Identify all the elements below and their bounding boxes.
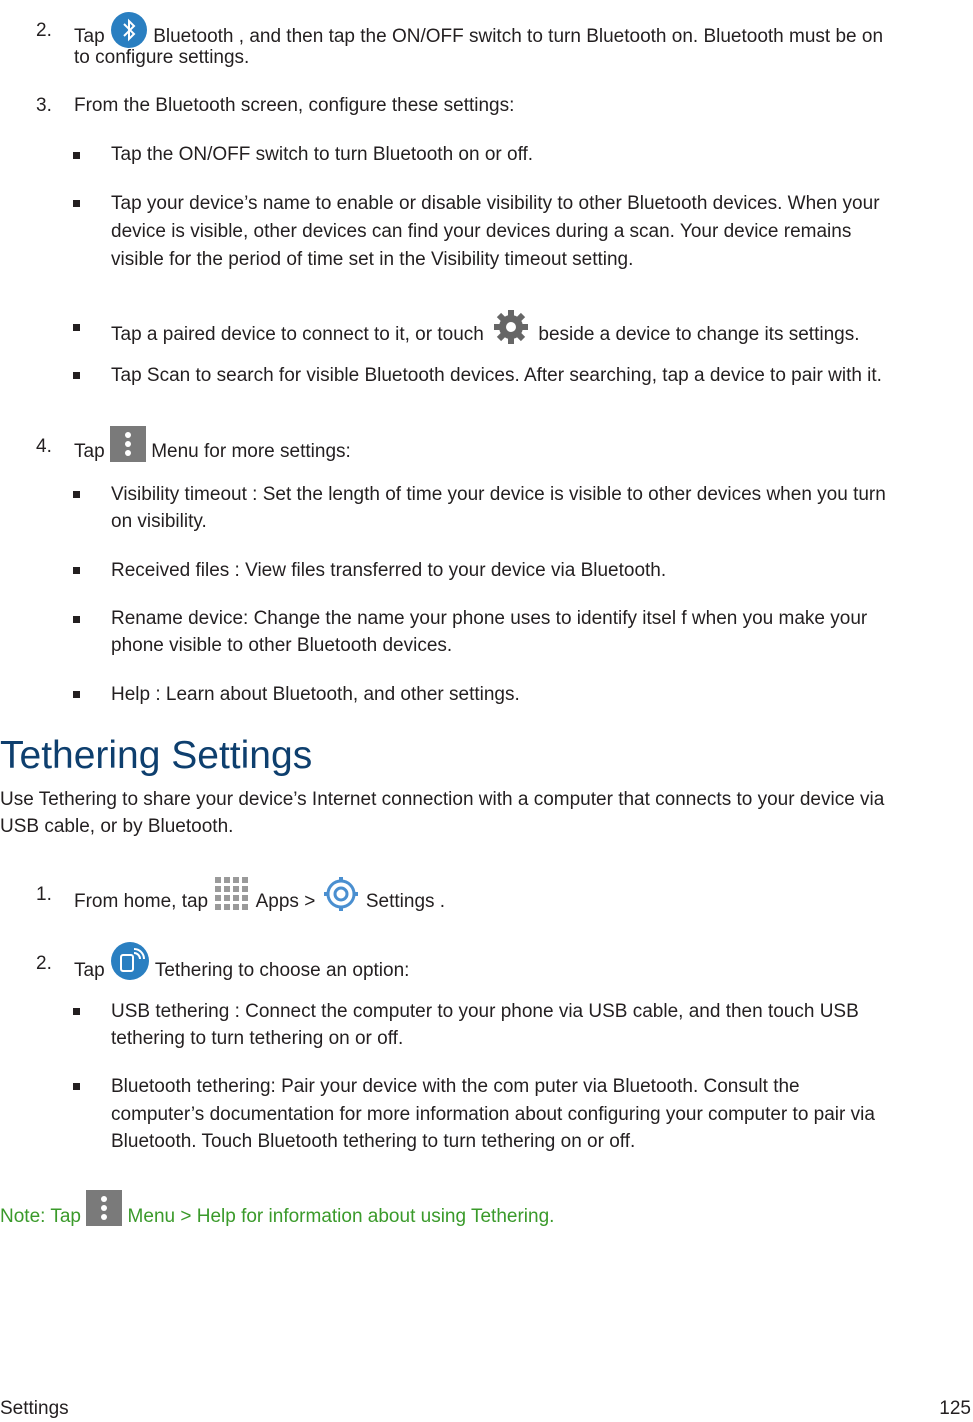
bullet-text: tethering to turn tethering on or off. [111, 1028, 404, 1049]
bullet-marker [73, 372, 80, 379]
section-title: Tethering Settings [0, 734, 313, 777]
apps-grid-icon [213, 875, 251, 913]
menu-icon [110, 426, 146, 462]
apps-label: Apps > [255, 891, 316, 913]
bullet-text: Received files : View files transferred to your device via Bluetooth. [111, 560, 667, 581]
step-text: Bluetooth , and then tap the ON/OFF switch to turn Bluetooth on. Bluetooth must be on [153, 26, 884, 48]
intro-text: USB cable, or by Bluetooth. [0, 816, 234, 837]
teth-step-1-line [74, 882, 445, 922]
bullet-text: Rename device: Change the name your phone uses to identify itsel f when you make your [111, 608, 868, 629]
step-number: 2. [36, 953, 52, 974]
step-2-line-2: to configure settings. [74, 47, 250, 68]
step-text: Menu for more settings: [151, 441, 351, 463]
bullet-text: Help : Learn about Bluetooth, and other settings. [111, 684, 520, 705]
bullet-text: USB tethering : Connect the computer to your phone via USB cable, and then touch USB [111, 1001, 859, 1022]
bullet-marker [73, 491, 80, 498]
bullet-text: Tap the ON/OFF switch to turn Bluetooth on or off. [111, 144, 534, 165]
step-number: 3. [36, 95, 52, 116]
note-text: Note: Tap [0, 1206, 81, 1228]
bullet-text: phone visible to other Bluetooth devices. [111, 635, 453, 656]
bullet-text: Bluetooth tethering: Pair your device with the com puter via Bluetooth. Consult the [111, 1076, 800, 1097]
bullet-text: beside a device to change its settings. [538, 324, 860, 346]
note-text: Menu > Help for information about using Tethering. [127, 1206, 555, 1228]
gear-icon [489, 307, 533, 347]
bullet-text: on visibility. [111, 511, 207, 532]
step-text: Tap [74, 441, 105, 463]
settings-gear-icon [321, 874, 361, 914]
note-line [0, 1199, 554, 1235]
bullet-marker [73, 616, 80, 623]
teth-step-2-line [74, 951, 409, 991]
step-text: Tap [74, 960, 105, 982]
bullet-text: visible for the period of time set in the Visibility timeout setting. [111, 249, 634, 270]
step-number: 1. [36, 884, 52, 905]
bullet-marker [73, 1008, 80, 1015]
bullet-text: Visibility timeout : Set the length of time your device is visible to other devices when you turn [111, 484, 886, 505]
bullet-marker [73, 324, 80, 331]
bullet-marker [73, 691, 80, 698]
footer-section-name: Settings [0, 1398, 69, 1419]
tethering-icon [110, 941, 150, 981]
bullet-text: computer’s documentation for more information about configuring your computer to pair via [111, 1104, 875, 1125]
bullet-marker [73, 567, 80, 574]
bullet-text: device is visible, other devices can find your devices during a scan. Your device remains [111, 221, 852, 242]
bullet-text: Tap a paired device to connect to it, or touch [111, 324, 484, 346]
step-text: Tethering to choose an option: [154, 960, 410, 982]
bluetooth-icon [110, 11, 148, 49]
step-4-line [74, 434, 351, 470]
page-number: 125 [939, 1398, 971, 1419]
bullet-marker [73, 152, 80, 159]
bullet-text: Tap your device’s name to enable or disable visibility to other Bluetooth devices. When your [111, 193, 880, 214]
bullet-marker [73, 200, 80, 207]
menu-icon [86, 1190, 122, 1226]
step-text: From home, tap [74, 891, 209, 913]
step-3-text: From the Bluetooth screen, configure these settings: [74, 95, 515, 116]
step-number: 4. [36, 436, 52, 457]
step-text: Tap [74, 26, 105, 48]
intro-text: Use Tethering to share your device’s Internet connection with a computer that connects to your device via [0, 789, 885, 810]
step-number: 2. [36, 20, 52, 41]
settings-label: Settings . [365, 891, 446, 913]
bullet-gear-line [111, 315, 860, 355]
bullet-marker [73, 1083, 80, 1090]
bullet-text: Bluetooth. Touch Bluetooth tethering to turn tethering on or off. [111, 1131, 636, 1152]
bullet-text: Tap Scan to search for visible Bluetooth devices. After searching, tap a device to pair with it. [111, 365, 882, 386]
